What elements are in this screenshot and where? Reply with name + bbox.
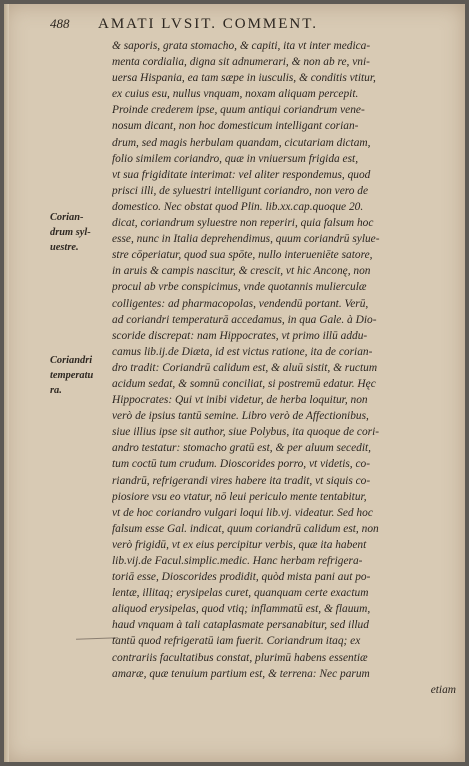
margin-note-line: Corian- (50, 212, 84, 223)
margin-note-coriandrum-sylvestre (50, 210, 114, 255)
body-line: nosum dicant, non hoc domesticum intelligant corian- (112, 120, 359, 133)
body-line: stre cōperiatur, quod sua spōte, nullo interueniēte satore, (112, 249, 373, 262)
body-line: verò de ipsius tantū semine. Libro verò de Affectionibus, (112, 410, 369, 423)
body-line: esse, nunc in Italia deprehendimus, quum coriandrū sylue- (112, 233, 380, 246)
body-line: camus lib.ij.de Diæta, id est victus ratione, ita de corian- (112, 345, 373, 358)
running-title: AMATI LVSIT. COMMENT. (98, 16, 319, 32)
margin-note-line: drum syl- (50, 227, 91, 238)
body-line: piosiore vsu eo vtatur, nō leui periculo mente tentabitur, (112, 490, 367, 503)
body-line: verò frigidū, vt ex eius percipitur verbis, quæ ita habent (112, 538, 367, 551)
margin-note-line: uestre. (50, 242, 79, 253)
body-text (112, 38, 456, 698)
body-line: scoride discrepat: nam Hippocrates, vt primo illū addu- (112, 329, 368, 342)
body-line: prisci illi, de syluestri intelligunt coriandro, non vero de (112, 184, 369, 197)
body-line: contrariis facultatibus constat, plurimū habens essentiæ (112, 651, 368, 664)
margin-note-coriandri-temperatura (50, 353, 114, 398)
body-line: Hippocrates: Qui vt inibi videtur, de herba loquitur, non (112, 394, 368, 407)
body-line: etiam (430, 683, 456, 696)
body-line: toriā esse, Dioscorides prodidit, quòd mista pani aut po- (112, 571, 371, 584)
body-line: ad coriandri temperaturā accedamus, in qua Gale. à Dio- (112, 313, 377, 326)
body-line: Proinde crederem ipse, quum antiqui coriandrum vene- (112, 104, 365, 117)
body-line: riandrū, refrigerandi vires habere ita tradit, vt siquis co- (112, 474, 371, 487)
body-line: ex cuius esu, nullus vnquam, noxam aliquam percepit. (112, 88, 359, 101)
body-line: vt sua frigiditate interimat: vel aliter respondemus, quod (112, 168, 371, 181)
margin-note-line: temperatu (50, 370, 94, 381)
body-line: andro testatur: stomacho gratū est, & per aluum secedit, (112, 442, 372, 455)
body-line: tum coctū tum crudum. Dioscorides porro, vt videtis, co- (112, 458, 371, 471)
body-line: procul ab vrbe conspicimus, vnde quotannis mulierculæ (112, 281, 367, 294)
page-number: 488 (50, 16, 70, 31)
body-line: haud vnquam à tali cataplasmate persanabitur, sed illud (112, 619, 369, 632)
body-line: colligentes: ad pharmacopolas, vendendū portant. Verū, (112, 297, 369, 310)
page-edge-shadow (4, 4, 9, 762)
body-line: lentæ, illitaq; erysipelas curet, quanquam certe exactum (112, 587, 369, 600)
margin-note-line: ra. (50, 385, 62, 396)
body-line: drum, sed magis herbulam quandam, cicutariam dictam, (112, 136, 371, 149)
body-line: in aruis & campis nascitur, & crescit, vt hic Anconę, non (112, 265, 371, 278)
body-line: dro tradit: Coriandrū calidum est, & aluū sistit, & ructum (112, 361, 378, 374)
body-line: falsum esse Gal. indicat, quum coriandrū calidum est, non (112, 522, 379, 535)
body-line: dicat, coriandrum syluestre non reperiri, quia falsum hoc (112, 217, 374, 230)
body-line: tantū quod refrigeratū iam fuerit. Coriandrum itaq; ex (112, 635, 361, 648)
body-line: amaræ, quæ tenuium partium est, & terrena: Nec parum (112, 667, 370, 680)
body-line: lib.vij.de Facul.simplic.medic. Hanc herbam refrigera- (112, 555, 363, 567)
body-line: menta cordialia, digna sit adnumerari, & non ab re, vni- (112, 56, 370, 69)
body-line: uersa Hispania, ea tam sæpe in iusculis, & conditis vtitur, (112, 72, 376, 85)
book-page (4, 4, 465, 762)
body-line: & saporis, grata stomacho, & capiti, ita vt inter medica- (112, 40, 371, 52)
body-line: aliquod erysipelas, quod vtiq; inflammatū est, & flauum, (112, 603, 371, 616)
body-line: vt de hoc coriandro vulgari loqui lib.vj. videatur. Sed hoc (112, 506, 373, 519)
body-line: acidum sedat, & somnū conciliat, si postremū edatur. Hęc (112, 377, 376, 390)
body-line: domestico. Nec obstat quod Plin. lib.xx.cap.quoque 20. (112, 200, 364, 213)
body-line: folio similem coriandro, quæ in vniuersum frigida est, (112, 152, 359, 165)
body-line: siue illius ipse sit author, siue Polybus, ita quoque de cori- (112, 426, 380, 439)
margin-note-line: Coriandri (50, 355, 93, 366)
